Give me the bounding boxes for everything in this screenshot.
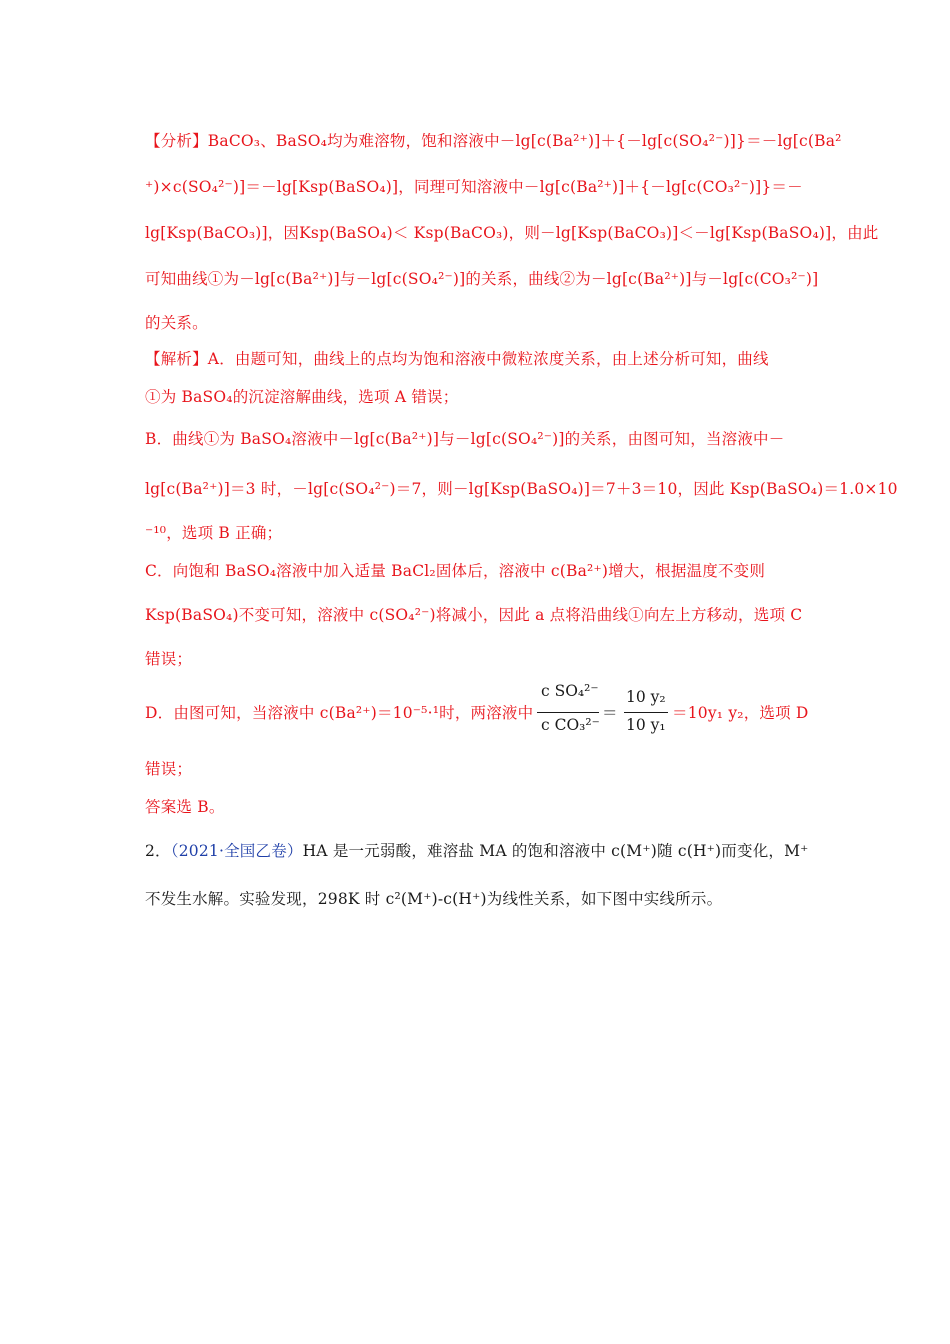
analysis-line-1: 【分析】BaCO₃、BaSO₄均为难溶物，饱和溶液中－lg[c(Ba²⁺)]＋{－lg[c(SO₄²⁻)]}＝－lg[c(Ba² [145, 132, 842, 150]
solution-line-8: 错误； [145, 650, 193, 668]
power-denominator: 10 y₁ [626, 716, 666, 734]
power-numerator: 10 y₂ [626, 688, 666, 706]
fraction-denominator: c CO₃²⁻ [541, 716, 600, 734]
analysis-line-2: ⁺)×c(SO₄²⁻)]＝－lg[Ksp(BaSO₄)]，同理可知溶液中－lg[c(Ba²⁺)]＋{－lg[c(CO₃²⁻)]}＝－ [145, 178, 803, 196]
equals-sign: ＝ [602, 704, 618, 722]
solution-line-10: 错误； [145, 760, 193, 778]
solution-line-9-suffix: ＝10y₁ y₂，选项 D [672, 704, 809, 722]
analysis-line-4: 可知曲线①为－lg[c(Ba²⁺)]与－lg[c(SO₄²⁻)]的关系，曲线②为－lg[c(Ba²⁺)]与－lg[c(CO₃²⁻)] [145, 270, 819, 288]
solution-line-6: C．向饱和 BaSO₄溶液中加入适量 BaCl₂固体后，溶液中 c(Ba²⁺)增大，根据温度不变则 [145, 562, 766, 580]
solution-line-4: lg[c(Ba²⁺)]＝3 时，－lg[c(SO₄²⁻)＝7，则－lg[Ksp(BaSO₄)]＝7＋3＝10，因此 Ksp(BaSO₄)＝1.0×10 [145, 480, 898, 498]
analysis-line-3: lg[Ksp(BaCO₃)]，因Ksp(BaSO₄)＜ Ksp(BaCO₃)，则－lg[Ksp(BaCO₃)]＜－lg[Ksp(BaSO₄)]，由此 [145, 224, 879, 242]
fraction-bar [537, 712, 599, 713]
solution-line-5: ⁻¹⁰，选项 B 正确； [145, 524, 283, 542]
solution-line-3: B．曲线①为 BaSO₄溶液中－lg[c(Ba²⁺)]与－lg[c(SO₄²⁻)]的关系，由图可知，当溶液中－ [145, 430, 785, 448]
power-fraction-bar [624, 712, 668, 713]
solution-line-1: 【解析】A．由题可知，曲线上的点均为饱和溶液中微粒浓度关系，由上述分析可知，曲线 [145, 350, 769, 368]
question-source: （2021·全国乙卷） [170, 842, 303, 860]
analysis-line-5: 的关系。 [145, 314, 208, 332]
question-text: HA 是一元弱酸，难溶盐 MA 的饱和溶液中 c(M⁺)随 c(H⁺)而变化，M⁺ [302, 842, 809, 860]
fraction-numerator: c SO₄²⁻ [541, 682, 599, 700]
question-2-line-1 [145, 840, 809, 862]
solution-line-2: ①为 BaSO₄的沉淀溶解曲线，选项 A 错误； [145, 388, 459, 406]
question-2-line-2: 不发生水解。实验发现，298K 时 c²(M⁺)-c(H⁺)为线性关系，如下图中实线所示。 [145, 890, 723, 908]
question-number: 2． [145, 842, 171, 860]
solution-line-9-prefix: D．由图可知，当溶液中 c(Ba²⁺)＝10⁻⁵·¹时，两溶液中 [145, 704, 534, 722]
answer-line: 答案选 B。 [145, 798, 225, 816]
solution-line-7: Ksp(BaSO₄)不变可知，溶液中 c(SO₄²⁻)将减小，因此 a 点将沿曲线①向左上方移动，选项 C [145, 606, 803, 624]
